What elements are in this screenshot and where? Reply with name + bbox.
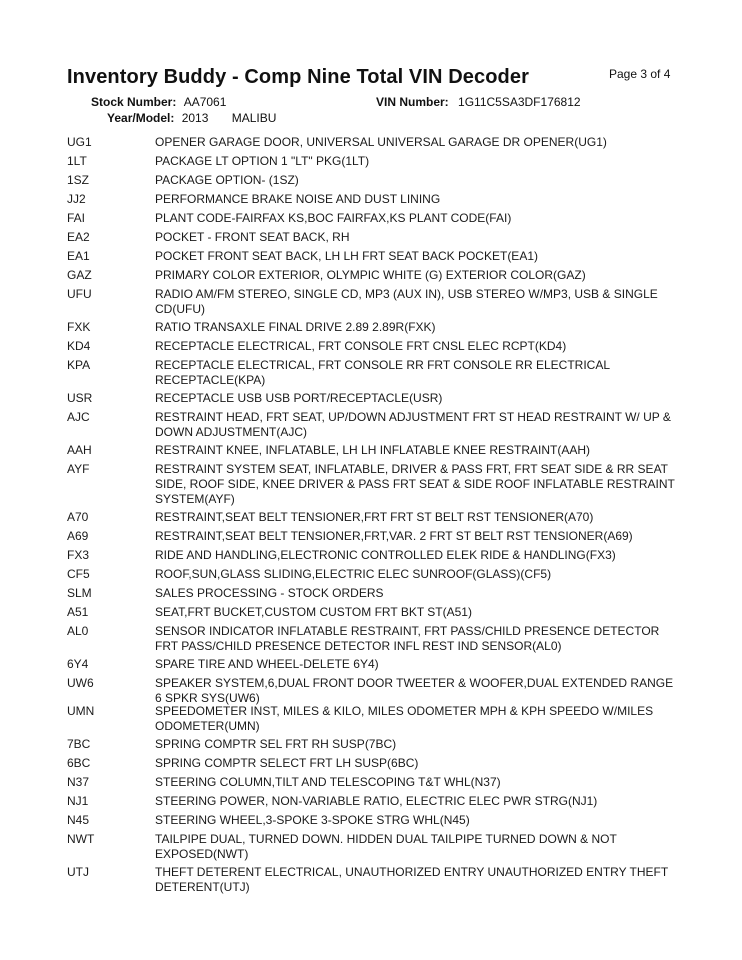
- option-description: SPRING COMPTR SEL FRT RH SUSP(7BC): [155, 737, 397, 751]
- option-code: 6BC: [67, 756, 91, 770]
- option-description: TAILPIPE DUAL, TURNED DOWN. HIDDEN DUAL TAILPIPE TURNED DOWN & NOT EXPOSED(NWT): [155, 832, 617, 861]
- option-code: AYF: [67, 462, 90, 476]
- option-description: RIDE AND HANDLING,ELECTRONIC CONTROLLED ELEK RIDE & HANDLING(FX3): [155, 548, 616, 562]
- option-code: JJ2: [67, 192, 86, 206]
- option-code: FAI: [67, 211, 86, 225]
- option-code: NJ1: [67, 794, 89, 808]
- option-description: ROOF,SUN,GLASS SLIDING,ELECTRIC ELEC SUNROOF(GLASS)(CF5): [155, 567, 552, 581]
- option-code: KD4: [67, 339, 91, 353]
- option-description: POCKET - FRONT SEAT BACK, RH: [155, 230, 350, 244]
- option-code: UMN: [67, 704, 95, 718]
- option-code: KPA: [67, 358, 91, 372]
- option-description: STEERING POWER, NON-VARIABLE RATIO, ELECTRIC ELEC PWR STRG(NJ1): [155, 794, 598, 808]
- option-description: PRIMARY COLOR EXTERIOR, OLYMPIC WHITE (G) EXTERIOR COLOR(GAZ): [155, 268, 586, 282]
- option-description: RESTRAINT HEAD, FRT SEAT, UP/DOWN ADJUSTMENT FRT ST HEAD RESTRAINT W/ UP & DOWN ADJUSTMENT(AJC): [155, 410, 671, 439]
- option-description: RECEPTACLE ELECTRICAL, FRT CONSOLE FRT CNSL ELEC RCPT(KD4): [155, 339, 567, 353]
- option-description: STEERING COLUMN,TILT AND TELESCOPING T&T WHL(N37): [155, 775, 501, 789]
- option-code: UW6: [67, 676, 94, 690]
- option-description: RESTRAINT KNEE, INFLATABLE, LH LH INFLATABLE KNEE RESTRAINT(AAH): [155, 443, 590, 457]
- option-code: FX3: [67, 548, 90, 562]
- option-code: 1SZ: [67, 173, 90, 187]
- option-code: UFU: [67, 287, 92, 301]
- option-description: RADIO AM/FM STEREO, SINGLE CD, MP3 (AUX IN), USB STEREO W/MP3, USB & SINGLE CD(UFU): [155, 287, 658, 316]
- option-description: RESTRAINT SYSTEM SEAT, INFLATABLE, DRIVER & PASS FRT, FRT SEAT SIDE & RR SEAT SIDE, ROOF SIDE, KNEE DRIVER & PASS FRT SEAT & SIDE ROOF INFLATABLE RESTRAINT SYSTEM(AYF): [155, 462, 675, 506]
- document-title: Inventory Buddy - Comp Nine Total VIN Decoder: [67, 66, 529, 88]
- option-description: SEAT,FRT BUCKET,CUSTOM CUSTOM FRT BKT ST(A51): [155, 605, 472, 619]
- option-description: RESTRAINT,SEAT BELT TENSIONER,FRT,VAR. 2 FRT ST BELT RST TENSIONER(A69): [155, 529, 633, 543]
- option-code: EA1: [67, 249, 90, 263]
- option-code: CF5: [67, 567, 90, 581]
- stock-number-label: Stock Number:: [91, 95, 177, 109]
- option-description: RECEPTACLE ELECTRICAL, FRT CONSOLE RR FRT CONSOLE RR ELECTRICAL RECEPTACLE(KPA): [155, 358, 610, 387]
- option-description: THEFT DETERENT ELECTRICAL, UNAUTHORIZED ENTRY UNAUTHORIZED ENTRY THEFT DETERENT(UTJ): [155, 865, 668, 894]
- option-description: SENSOR INDICATOR INFLATABLE RESTRAINT, FRT PASS/CHILD PRESENCE DETECTOR FRT PASS/CHILD PRESENCE DETECTOR INFL REST IND SENSOR(AL0): [155, 624, 660, 653]
- option-code: 7BC: [67, 737, 91, 751]
- stock-number-value: AA7061: [183, 95, 227, 109]
- option-description: STEERING WHEEL,3-SPOKE 3-SPOKE STRG WHL(N45): [155, 813, 470, 827]
- option-code: A70: [67, 510, 89, 524]
- stock-number: [91, 95, 226, 109]
- option-code: AJC: [67, 410, 90, 424]
- option-description: SALES PROCESSING - STOCK ORDERS: [155, 586, 384, 600]
- option-code: A51: [67, 605, 89, 619]
- year-model: [107, 111, 276, 125]
- option-code: UG1: [67, 135, 92, 149]
- option-code: 1LT: [67, 154, 87, 168]
- year-model-label: Year/Model:: [107, 111, 175, 125]
- option-description: PACKAGE OPTION- (1SZ): [155, 173, 299, 187]
- option-code: EA2: [67, 230, 90, 244]
- vin-number: [376, 95, 581, 109]
- option-description: SPEAKER SYSTEM,6,DUAL FRONT DOOR TWEETER & WOOFER,DUAL EXTENDED RANGE 6 SPKR SYS(UW6): [155, 676, 674, 705]
- option-code: SLM: [67, 586, 92, 600]
- option-description: OPENER GARAGE DOOR, UNIVERSAL UNIVERSAL GARAGE DR OPENER(UG1): [155, 135, 607, 149]
- option-code: GAZ: [67, 268, 92, 282]
- option-code: AL0: [67, 624, 89, 638]
- option-code: NWT: [67, 832, 95, 846]
- option-code: A69: [67, 529, 89, 543]
- option-description: RESTRAINT,SEAT BELT TENSIONER,FRT FRT ST BELT RST TENSIONER(A70): [155, 510, 594, 524]
- option-code: N37: [67, 775, 90, 789]
- page-number: Page 3 of 4: [609, 67, 671, 81]
- option-description: PACKAGE LT OPTION 1 "LT" PKG(1LT): [155, 154, 370, 168]
- option-description: RATIO TRANSAXLE FINAL DRIVE 2.89 2.89R(FXK): [155, 320, 436, 334]
- vin-number-label: VIN Number:: [376, 95, 449, 109]
- option-code: AAH: [67, 443, 92, 457]
- option-description: PLANT CODE-FAIRFAX KS,BOC FAIRFAX,KS PLANT CODE(FAI): [155, 211, 512, 225]
- option-code: FXK: [67, 320, 91, 334]
- model-value: MALIBU: [231, 111, 277, 125]
- option-code: UTJ: [67, 865, 89, 879]
- option-code: USR: [67, 391, 93, 405]
- option-description: SPEEDOMETER INST, MILES & KILO, MILES ODOMETER MPH & KPH SPEEDO W/MILES ODOMETER(UMN): [155, 704, 654, 733]
- option-description: RECEPTACLE USB USB PORT/RECEPTACLE(USR): [155, 391, 443, 405]
- year-value: 2013: [181, 111, 209, 125]
- option-code: 6Y4: [67, 657, 89, 671]
- option-description: SPRING COMPTR SELECT FRT LH SUSP(6BC): [155, 756, 419, 770]
- option-description: POCKET FRONT SEAT BACK, LH LH FRT SEAT BACK POCKET(EA1): [155, 249, 538, 263]
- option-code: N45: [67, 813, 90, 827]
- option-description: PERFORMANCE BRAKE NOISE AND DUST LINING: [155, 192, 441, 206]
- vin-number-value: 1G11C5SA3DF176812: [458, 95, 581, 109]
- option-description: SPARE TIRE AND WHEEL-DELETE 6Y4): [155, 657, 379, 671]
